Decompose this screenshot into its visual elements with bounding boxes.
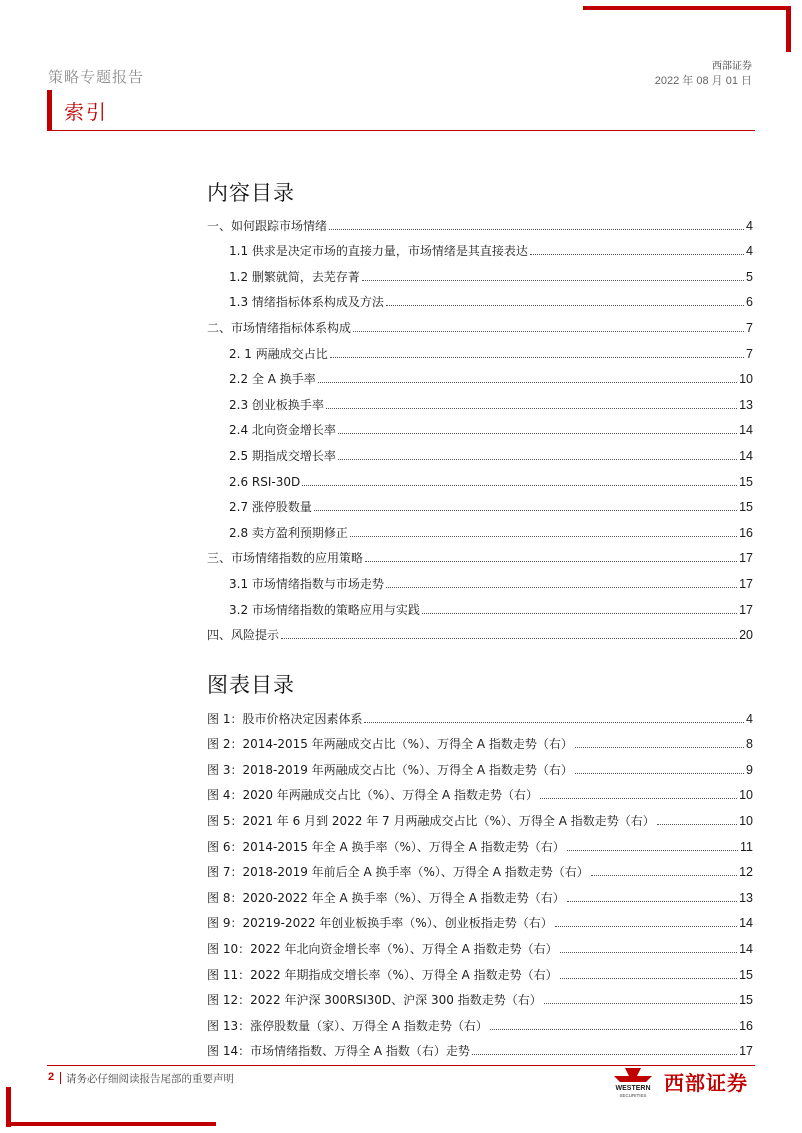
toc-entry-page: 16: [739, 525, 753, 540]
toc-entry[interactable]: [207, 489, 753, 515]
figure-entry-title: 图 12：2022 年沪深 300RSI30D、沪深 300 指数走势（右）: [207, 993, 542, 1008]
toc-entry-page: 14: [739, 423, 753, 438]
bottom-red-accent-vertical: [6, 1087, 11, 1127]
toc-entry[interactable]: [207, 386, 753, 412]
toc-entry[interactable]: [207, 207, 753, 233]
figure-entry-title: 图 10：2022 年北向资金增长率（%）、万得全 A 指数走势（右）: [207, 941, 558, 956]
toc-entry-title: 2.7 涨停股数量: [229, 500, 312, 515]
dot-leader: [544, 1003, 737, 1004]
toc-entry-page: 15: [739, 500, 753, 515]
figure-entry-page: 13: [739, 890, 753, 905]
figure-entry[interactable]: [207, 700, 753, 726]
dot-leader: [362, 280, 744, 281]
toc-entry[interactable]: [207, 309, 753, 335]
figure-entry-page: 12: [739, 865, 753, 880]
figure-entry[interactable]: [207, 982, 753, 1008]
dot-leader: [364, 722, 744, 723]
toc-entry[interactable]: [207, 361, 753, 387]
dot-leader: [567, 850, 738, 851]
toc-entry-title: 2.2 全 A 换手率: [229, 372, 316, 387]
toc-entry[interactable]: [207, 258, 753, 284]
toc-entry-page: 17: [739, 551, 753, 566]
western-securities-logo-icon: [610, 1066, 656, 1100]
figure-entry-title: 图 9：20219-2022 年创业板换手率（%）、创业板指走势（右）: [207, 916, 553, 931]
contents-heading: 内容目录: [207, 181, 295, 205]
toc-entry-title: 2.4 北向资金增长率: [229, 423, 336, 438]
page-number: 2: [48, 1071, 55, 1083]
dot-leader: [386, 305, 744, 306]
toc-entry-title: 1.3 情绪指标体系构成及方法: [229, 295, 384, 310]
dot-leader: [575, 747, 744, 748]
dot-leader: [353, 331, 744, 332]
logo-text: 西部证券: [664, 1071, 748, 1095]
toc-entry[interactable]: [207, 591, 753, 617]
toc-entry[interactable]: [207, 617, 753, 643]
dot-leader: [567, 901, 737, 902]
dot-leader: [365, 561, 737, 562]
figure-entry-title: 图 5：2021 年 6 月到 2022 年 7 月两融成交占比（%）、万得全 A 指数走势（右）: [207, 813, 655, 828]
toc-entry-page: 7: [746, 346, 753, 361]
figure-entry-page: 17: [739, 1044, 753, 1059]
footer-separator: [60, 1072, 61, 1084]
figure-entry[interactable]: [207, 802, 753, 828]
toc-entry-page: 4: [746, 244, 753, 259]
figure-entry[interactable]: [207, 751, 753, 777]
title-accent-bar: [47, 90, 52, 130]
dot-leader: [472, 1054, 737, 1055]
figure-entry-page: 16: [739, 1018, 753, 1033]
dot-leader: [530, 254, 744, 255]
figure-entry[interactable]: [207, 930, 753, 956]
bottom-red-accent: [6, 1122, 216, 1126]
figure-entry[interactable]: [207, 854, 753, 880]
toc-entry-title: 1.2 删繁就简，去芜存菁: [229, 269, 360, 284]
figures-list: [207, 700, 753, 1058]
figure-entry-title: 图 14：市场情绪指数、万得全 A 指数（右）走势: [207, 1044, 470, 1059]
toc-entry-title: 2.6 RSI-30D: [229, 474, 301, 489]
figure-entry-page: 15: [739, 993, 753, 1008]
dot-leader: [329, 229, 744, 230]
figure-entry-page: 10: [739, 788, 753, 803]
figure-entry-page: 11: [740, 839, 753, 854]
toc-entry-title: 2.3 创业板换手率: [229, 397, 324, 412]
figure-entry-title: 图 11：2022 年期指成交增长率（%）、万得全 A 指数走势（右）: [207, 967, 558, 982]
dot-leader: [490, 1029, 737, 1030]
figure-entry[interactable]: [207, 879, 753, 905]
logo-en-bottom: SECURITIES: [619, 1093, 647, 1098]
figure-entry-page: 8: [746, 737, 753, 752]
figure-entry[interactable]: [207, 828, 753, 854]
top-red-accent: [583, 6, 791, 10]
toc-entry-page: 17: [739, 602, 753, 617]
dot-leader: [314, 510, 737, 511]
figure-entry[interactable]: [207, 1033, 753, 1059]
dot-leader: [318, 382, 737, 383]
figure-entry-page: 15: [739, 967, 753, 982]
dot-leader: [302, 485, 737, 486]
toc-entry[interactable]: [207, 514, 753, 540]
toc-entry-page: 17: [739, 576, 753, 591]
logo-en-top: WESTERN: [615, 1085, 651, 1092]
toc-entry[interactable]: [207, 335, 753, 361]
figure-entry-title: 图 6：2014-2015 年全 A 换手率（%）、万得全 A 指数走势（右）: [207, 839, 565, 854]
dot-leader: [386, 587, 737, 588]
toc-entry[interactable]: [207, 412, 753, 438]
figure-entry-page: 14: [739, 941, 753, 956]
toc-entry-title: 3.1 市场情绪指数与市场走势: [229, 576, 384, 591]
toc-entry[interactable]: [207, 540, 753, 566]
figure-entry-page: 10: [739, 813, 753, 828]
dot-leader: [281, 638, 737, 639]
dot-leader: [560, 978, 737, 979]
figure-entry-title: 图 2：2014-2015 年两融成交占比（%）、万得全 A 指数走势（右）: [207, 737, 573, 752]
toc-entry-title: 1.1 供求是决定市场的直接力量，市场情绪是其直接表达: [229, 244, 528, 259]
dot-leader: [338, 433, 737, 434]
toc-entry-title: 3.2 市场情绪指数的策略应用与实践: [229, 602, 420, 617]
dot-leader: [591, 875, 737, 876]
dot-leader: [540, 798, 737, 799]
toc-entry-page: 5: [746, 269, 753, 284]
toc-entry-title: 2.8 卖方盈利预期修正: [229, 525, 348, 540]
toc-entry-title: 2.5 期指成交增长率: [229, 448, 336, 463]
dot-leader: [560, 952, 737, 953]
toc-entry[interactable]: [207, 463, 753, 489]
report-type: 策略专题报告: [48, 68, 145, 86]
toc-entry[interactable]: [207, 565, 753, 591]
toc-entry-title: 四、风险提示: [207, 628, 280, 643]
dot-leader: [350, 536, 737, 537]
figure-entry[interactable]: [207, 956, 753, 982]
toc-entry-page: 20: [739, 628, 753, 643]
figure-entry[interactable]: [207, 905, 753, 931]
figure-entry-title: 图 8：2020-2022 年全 A 换手率（%）、万得全 A 指数走势（右）: [207, 890, 565, 905]
figure-entry-page: 4: [746, 711, 753, 726]
toc-entry-page: 10: [739, 372, 753, 387]
toc-entry-title: 一、如何跟踪市场情绪: [207, 218, 328, 233]
dot-leader: [575, 773, 744, 774]
dot-leader: [326, 408, 737, 409]
figure-entry-title: 图 3：2018-2019 年两融成交占比（%）、万得全 A 指数走势（右）: [207, 762, 573, 777]
toc-entry-page: 13: [739, 397, 753, 412]
report-date: 2022 年 08 月 01 日: [654, 75, 752, 87]
dot-leader: [330, 357, 744, 358]
toc-entry[interactable]: [207, 437, 753, 463]
toc-entry[interactable]: [207, 233, 753, 259]
toc-entry-page: 14: [739, 448, 753, 463]
figure-entry-title: 图 13：涨停股数量（家）、万得全 A 指数走势（右）: [207, 1018, 488, 1033]
company-name: 西部证券: [712, 61, 752, 72]
toc-entry-title: 三、市场情绪指数的应用策略: [207, 551, 364, 566]
figure-entry[interactable]: [207, 726, 753, 752]
figures-heading: 图表目录: [207, 673, 295, 697]
figure-entry-page: 14: [739, 916, 753, 931]
toc-entry-title: 二、市场情绪指标体系构成: [207, 320, 352, 335]
toc-entry-page: 15: [739, 474, 753, 489]
dot-leader: [338, 459, 737, 460]
toc-entry[interactable]: [207, 284, 753, 310]
toc-entry-page: 7: [746, 320, 753, 335]
title-divider: [47, 130, 755, 131]
figure-entry[interactable]: [207, 1007, 753, 1033]
figure-entry-page: 9: [746, 762, 753, 777]
contents-list: [207, 207, 753, 642]
top-red-accent-vertical: [786, 6, 791, 52]
disclaimer-note: 请务必仔细阅读报告尾部的重要声明: [66, 1073, 234, 1085]
page-title: 索引: [64, 100, 108, 124]
toc-entry-page: 4: [746, 218, 753, 233]
toc-entry-page: 6: [746, 295, 753, 310]
figure-entry[interactable]: [207, 777, 753, 803]
figure-entry-title: 图 4：2020 年两融成交占比（%）、万得全 A 指数走势（右）: [207, 788, 539, 803]
figure-entry-title: 图 7：2018-2019 年前后全 A 换手率（%）、万得全 A 指数走势（右）: [207, 865, 589, 880]
figure-entry-title: 图 1：股市价格决定因素体系: [207, 711, 363, 726]
dot-leader: [555, 926, 737, 927]
toc-entry-title: 2. 1 两融成交占比: [229, 346, 328, 361]
dot-leader: [657, 824, 737, 825]
dot-leader: [422, 613, 737, 614]
